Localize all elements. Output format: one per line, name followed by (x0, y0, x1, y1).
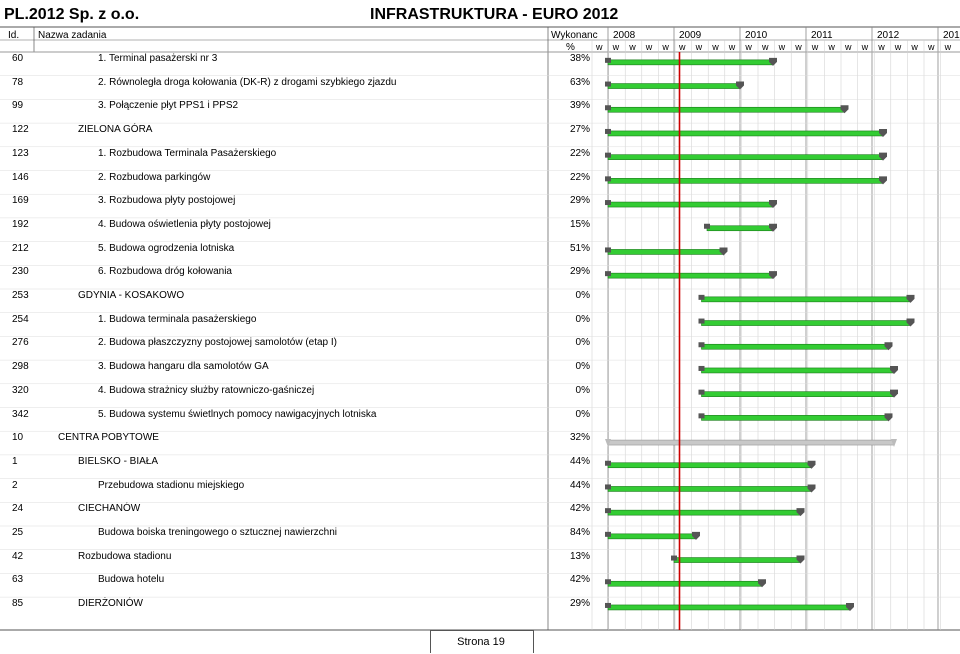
col-header-id: Id. (8, 30, 20, 41)
task-name: CENTRA POBYTOWE (58, 432, 159, 444)
task-start-marker (704, 224, 710, 229)
col-header-pct: % (566, 42, 575, 53)
task-id: 78 (12, 76, 24, 88)
task-bar (702, 368, 895, 373)
task-id: 63 (12, 574, 24, 586)
week-label: w (645, 42, 653, 52)
task-start-marker (699, 413, 705, 418)
task-id: 254 (12, 313, 29, 325)
week-label: w (728, 42, 736, 52)
task-bar (608, 273, 773, 278)
task-id: 42 (12, 550, 24, 562)
task-percent: 29% (569, 598, 590, 610)
task-id: 85 (12, 598, 24, 610)
week-label: w (679, 42, 686, 52)
task-name: 2. Budowa płaszczyzny postojowej samolotów (etap I) (98, 337, 338, 349)
task-start-marker (605, 82, 611, 87)
task-start-marker (699, 342, 705, 347)
week-label: w (778, 42, 786, 52)
task-name: Budowa hotelu (98, 574, 165, 586)
task-bar (608, 486, 812, 491)
task-start-marker (605, 176, 611, 181)
task-id: 320 (12, 384, 29, 396)
task-bar (608, 534, 696, 539)
task-start-marker (605, 579, 611, 584)
task-start-marker (605, 532, 611, 537)
task-percent: 0% (575, 290, 590, 301)
task-bar (702, 297, 911, 302)
task-percent: 15% (569, 218, 590, 230)
task-name: 6. Rozbudowa dróg kołowania (98, 266, 232, 278)
week-label: w (828, 42, 835, 52)
task-id: 253 (12, 290, 29, 301)
task-name: Przebudowa stadionu miejskiego (98, 479, 245, 491)
page-number: Strona 19 (457, 636, 505, 648)
task-start-marker (605, 58, 611, 63)
task-percent: 29% (569, 195, 590, 207)
task-bar (608, 155, 883, 160)
task-bar (608, 60, 773, 65)
year-label: 2011 (811, 30, 833, 41)
year-label: 201 (943, 30, 960, 41)
task-bar (707, 226, 773, 231)
task-id: 122 (12, 124, 29, 136)
task-start-marker (605, 129, 611, 134)
task-bar (608, 84, 740, 89)
section-title: INFRASTRUKTURA - EURO 2012 (370, 6, 619, 23)
task-start-marker (605, 200, 611, 205)
summary-bar (608, 440, 894, 445)
task-id: 25 (12, 527, 24, 538)
task-start-marker (605, 247, 611, 252)
task-name: 5. Budowa systemu świetlnych pomocy nawigacyjnych lotniska (98, 408, 377, 420)
task-id: 230 (12, 266, 29, 278)
task-name: 1. Terminal pasażerski nr 3 (98, 53, 218, 64)
task-percent: 42% (569, 503, 590, 515)
col-header-name: Nazwa zadania (38, 30, 107, 41)
task-bar (608, 107, 845, 112)
week-label: w (612, 42, 620, 52)
task-name: GDYNIA - KOSAKOWO (78, 290, 185, 301)
task-name: BIELSKO - BIAŁA (78, 455, 159, 467)
task-bar (702, 321, 911, 326)
task-percent: 84% (569, 527, 590, 538)
task-percent: 63% (569, 76, 590, 88)
week-label: w (894, 42, 902, 52)
task-name: 2. Rozbudowa parkingów (98, 171, 211, 183)
task-name: DIERŻONIÓW (78, 598, 143, 610)
task-start-marker (605, 484, 611, 489)
task-bar (608, 131, 883, 136)
task-percent: 51% (569, 242, 590, 254)
task-start-marker (699, 295, 705, 300)
task-start-marker (605, 508, 611, 513)
week-label: w (845, 42, 852, 52)
task-start-marker (605, 461, 611, 466)
task-start-marker (671, 556, 677, 561)
task-start-marker (605, 603, 611, 608)
col-header-done: Wykonanc (551, 30, 598, 41)
task-percent: 39% (569, 100, 590, 112)
task-id: 298 (12, 361, 29, 373)
task-percent: 27% (569, 124, 590, 136)
task-name: 3. Połączenie płyt PPS1 i PPS2 (98, 100, 239, 112)
task-bar (674, 558, 801, 563)
week-label: w (911, 42, 918, 52)
week-label: w (596, 42, 603, 52)
task-name: ZIELONA GÓRA (78, 124, 153, 136)
task-id: 192 (12, 218, 29, 230)
week-label: w (795, 42, 802, 52)
task-percent: 0% (575, 313, 590, 325)
year-label: 2009 (679, 30, 702, 41)
task-bar (608, 463, 812, 468)
week-label: w (662, 42, 669, 52)
task-percent: 29% (569, 266, 590, 278)
task-bar (608, 510, 801, 515)
week-label: w (695, 42, 703, 52)
task-id: 212 (12, 242, 29, 254)
task-id: 123 (12, 147, 29, 159)
task-percent: 22% (569, 147, 590, 159)
week-label: w (712, 42, 719, 52)
task-id: 276 (12, 337, 29, 349)
task-start-marker (605, 271, 611, 276)
task-name: Budowa boiska treningowego o sztucznej nawierzchni (98, 527, 338, 538)
task-name: 4. Budowa oświetlenia płyty postojowej (98, 218, 271, 230)
task-id: 10 (12, 432, 24, 444)
task-percent: 0% (575, 361, 590, 373)
task-id: 146 (12, 171, 29, 183)
task-start-marker (605, 105, 611, 110)
year-label: 2008 (613, 30, 636, 41)
task-name: 4. Budowa strażnicy służby ratowniczo-gaśniczej (98, 384, 315, 396)
task-bar (608, 178, 883, 183)
task-bar (702, 344, 889, 349)
task-name: 3. Rozbudowa płyty postojowej (98, 195, 236, 207)
task-id: 2 (12, 479, 18, 491)
task-percent: 32% (569, 432, 590, 444)
task-id: 24 (12, 503, 24, 515)
task-percent: 38% (569, 53, 590, 64)
task-percent: 44% (569, 479, 590, 491)
task-id: 1 (12, 455, 18, 467)
task-id: 60 (12, 53, 24, 64)
task-bar (702, 415, 889, 420)
task-name: Rozbudowa stadionu (78, 550, 172, 562)
task-bar (608, 581, 762, 586)
week-label: w (944, 42, 952, 52)
task-start-marker (699, 319, 705, 324)
task-percent: 22% (569, 171, 590, 183)
year-label: 2012 (877, 30, 900, 41)
task-start-marker (605, 153, 611, 158)
task-name: 1. Rozbudowa Terminala Pasażerskiego (98, 147, 277, 159)
year-label: 2010 (745, 30, 768, 41)
task-bar (608, 605, 850, 610)
week-label: w (861, 42, 869, 52)
task-id: 169 (12, 195, 29, 207)
week-label: w (629, 42, 636, 52)
task-percent: 13% (569, 550, 590, 562)
week-label: w (928, 42, 935, 52)
week-label: w (811, 42, 819, 52)
week-label: w (762, 42, 769, 52)
task-name: 5. Budowa ogrodzenia lotniska (98, 242, 235, 254)
task-name: 2. Równoległa droga kołowania (DK-R) z drogami szybkiego zjazdu (98, 76, 397, 88)
task-percent: 42% (569, 574, 590, 586)
task-bar (702, 392, 895, 397)
week-label: w (745, 42, 752, 52)
task-name: CIECHANÓW (78, 503, 141, 515)
task-percent: 0% (575, 337, 590, 349)
task-percent: 0% (575, 408, 590, 420)
task-bar (608, 249, 724, 254)
task-name: 1. Budowa terminala pasażerskiego (98, 313, 257, 325)
task-name: 3. Budowa hangaru dla samolotów GA (98, 361, 269, 373)
task-percent: 0% (575, 384, 590, 396)
task-id: 99 (12, 100, 24, 112)
week-label: w (878, 42, 885, 52)
report-title: PL.2012 Sp. z o.o. (4, 6, 140, 23)
task-id: 342 (12, 408, 29, 420)
task-bar (608, 202, 773, 207)
task-percent: 44% (569, 455, 590, 467)
task-start-marker (699, 366, 705, 371)
task-start-marker (699, 390, 705, 395)
